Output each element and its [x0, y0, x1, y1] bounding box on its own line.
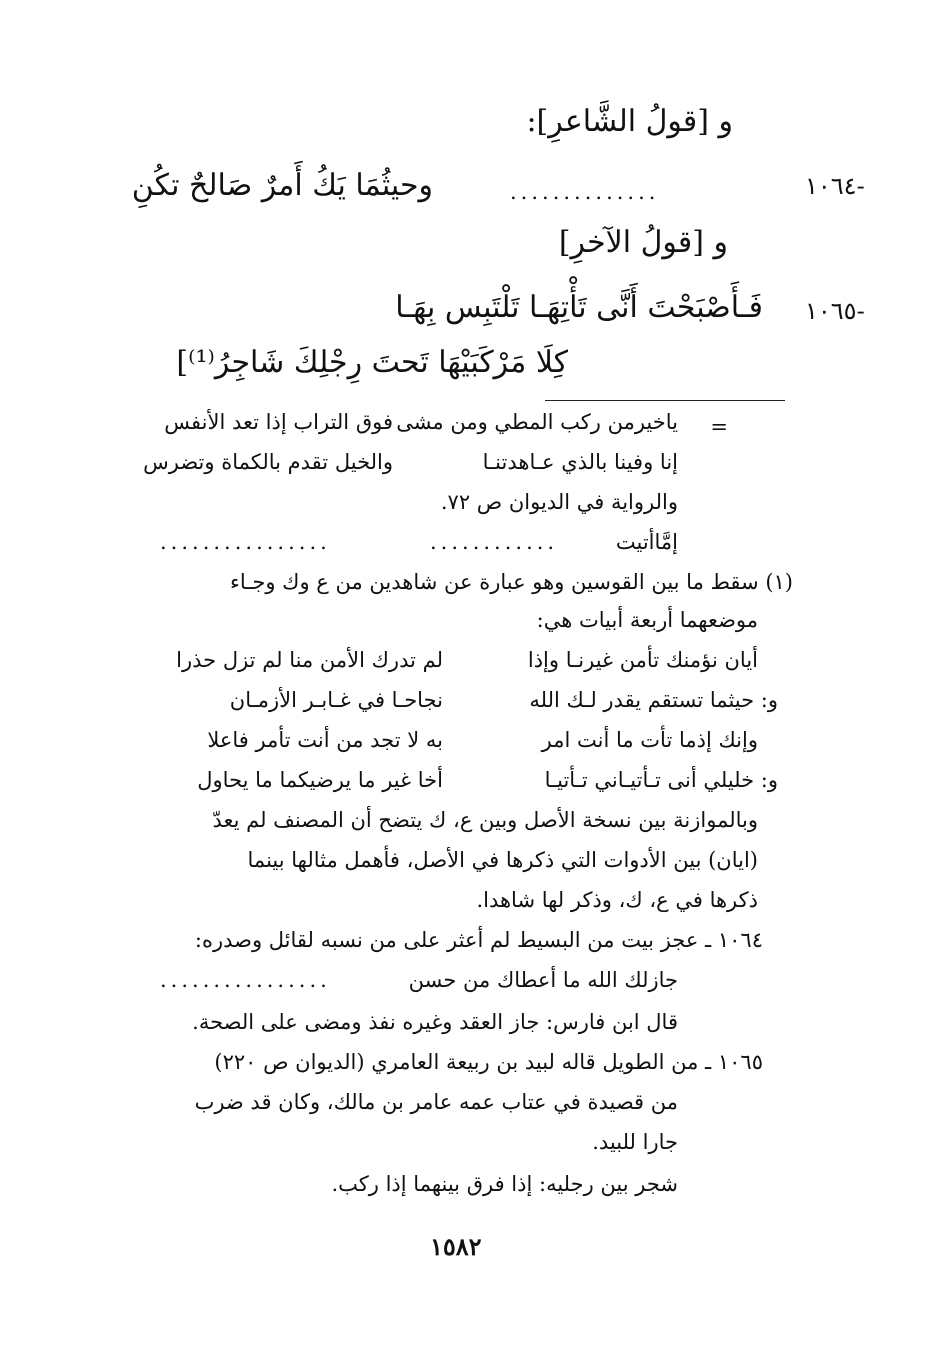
intro-poet: و [قولُ الشَّاعرِ]:: [526, 104, 733, 139]
fn1-verse1-right: أيان نؤمنك تأمن غيرنـا وإذا: [527, 648, 758, 672]
verse-number-1064: ١٠٦٤-: [805, 172, 865, 200]
fn1-verse2-left: نجاحـا في غـابـر الأزمـان: [229, 688, 443, 712]
fn1-verse2-right: و: حيثما تستقم يقدر لـك الله: [529, 688, 778, 712]
cont-line4-dots1: ............: [430, 530, 559, 554]
fn1-verse1-left: لم تدرك الأمن منا لم تزل حذرا: [176, 648, 443, 672]
fn1-verse4-left: أخا غير ما يرضيكما ما يحاول: [197, 768, 443, 792]
verse-1064-hemistich: وحيثُمَا يَكُ أَمرٌ صَالحٌ تكُنِ: [131, 168, 433, 203]
cont-line3: والرواية في الديوان ص ٧٢.: [440, 490, 678, 514]
fn1-line1: (١) سقط ما بين القوسين وهو عبارة عن شاهدين من ع وك وجـاء: [229, 570, 793, 594]
n1064-line3: قال ابن فارس: جاز العقد وغيره نفذ ومضى على الصحة.: [192, 1010, 678, 1034]
cont-line4-dots2: ................: [160, 530, 331, 554]
footnote-separator: [545, 400, 785, 401]
fn1-verse3-right: وإنك إذما تأت ما أنت امر: [541, 728, 758, 752]
cont-row2-left: والخيل تقدم بالكماة وتضرس: [143, 450, 393, 474]
intro-other: و [قولُ الآخرِ]: [558, 225, 728, 260]
n1064-line2-dots: ................: [160, 968, 331, 992]
n1065-line1: ١٠٦٥ ـ من الطويل قاله لبيد بن ربيعة العامري (الديوان ص ٢٢٠): [214, 1050, 763, 1074]
n1064-line1: ١٠٦٤ ـ عجز بيت من البسيط لم أعثر على من نسبه لقائل وصدره:: [194, 928, 763, 952]
verse-1065-line1: فَـأَصْبَحْتَ أَنَّى تَأْتِهَـا تَلْتَبِس بِهَـا: [395, 290, 763, 325]
cont-row1-left: فوق التراب إذا تعد الأنفس: [164, 410, 393, 434]
n1064-line2-text: جازلك الله ما أعطاك من حسن: [408, 968, 678, 992]
fn1-verse4-right: و: خليلي أنى تـأتيـاني تـأتيـا: [544, 768, 778, 792]
verse-number-1065: ١٠٦٥-: [805, 297, 865, 325]
footnote-cont-marker: =: [710, 415, 728, 439]
fn1-line2: موضعهما أربعة أبيات هي:: [536, 608, 758, 632]
fn1-verse3-left: به لا تجد من أنت تأمر فاعلا: [207, 728, 443, 752]
cont-row2-right: إنا وفينا بالذي عـاهدتنـا: [482, 450, 678, 474]
cont-row1-right: ياخيرمن ركب المطي ومن مشى: [396, 410, 678, 434]
fn1-line8: (ايان) بين الأدوات التي ذكرها في الأصل، فأهمل مثالها بينما: [247, 848, 758, 872]
n1065-line4: شجر بين رجليه: إذا فرق بينهما إذا ركب.: [331, 1172, 678, 1196]
verse-1065-line2: كِلَا مَرْكَبَيْهَا تَحتَ رِجْلِكَ شَاجِرُ⁽¹⁾]: [176, 345, 568, 380]
n1065-line3: جارا للبيد.: [592, 1130, 678, 1154]
fn1-line9: ذكرها في ع، ك، وذكر لها شاهدا.: [476, 888, 758, 912]
fn1-line7: وبالموازنة بين نسخة الأصل وبين ع، ك يتضح أن المصنف لم يعدّ: [212, 808, 758, 832]
verse-1064-dots: ..............: [510, 180, 660, 204]
n1065-line2: من قصيدة في عتاب عمه عامر بن مالك، وكان قد ضرب: [194, 1090, 678, 1114]
page-number: ١٥٨٢: [430, 1232, 482, 1261]
cont-line4-text: إمَّاأتيت: [615, 530, 678, 554]
